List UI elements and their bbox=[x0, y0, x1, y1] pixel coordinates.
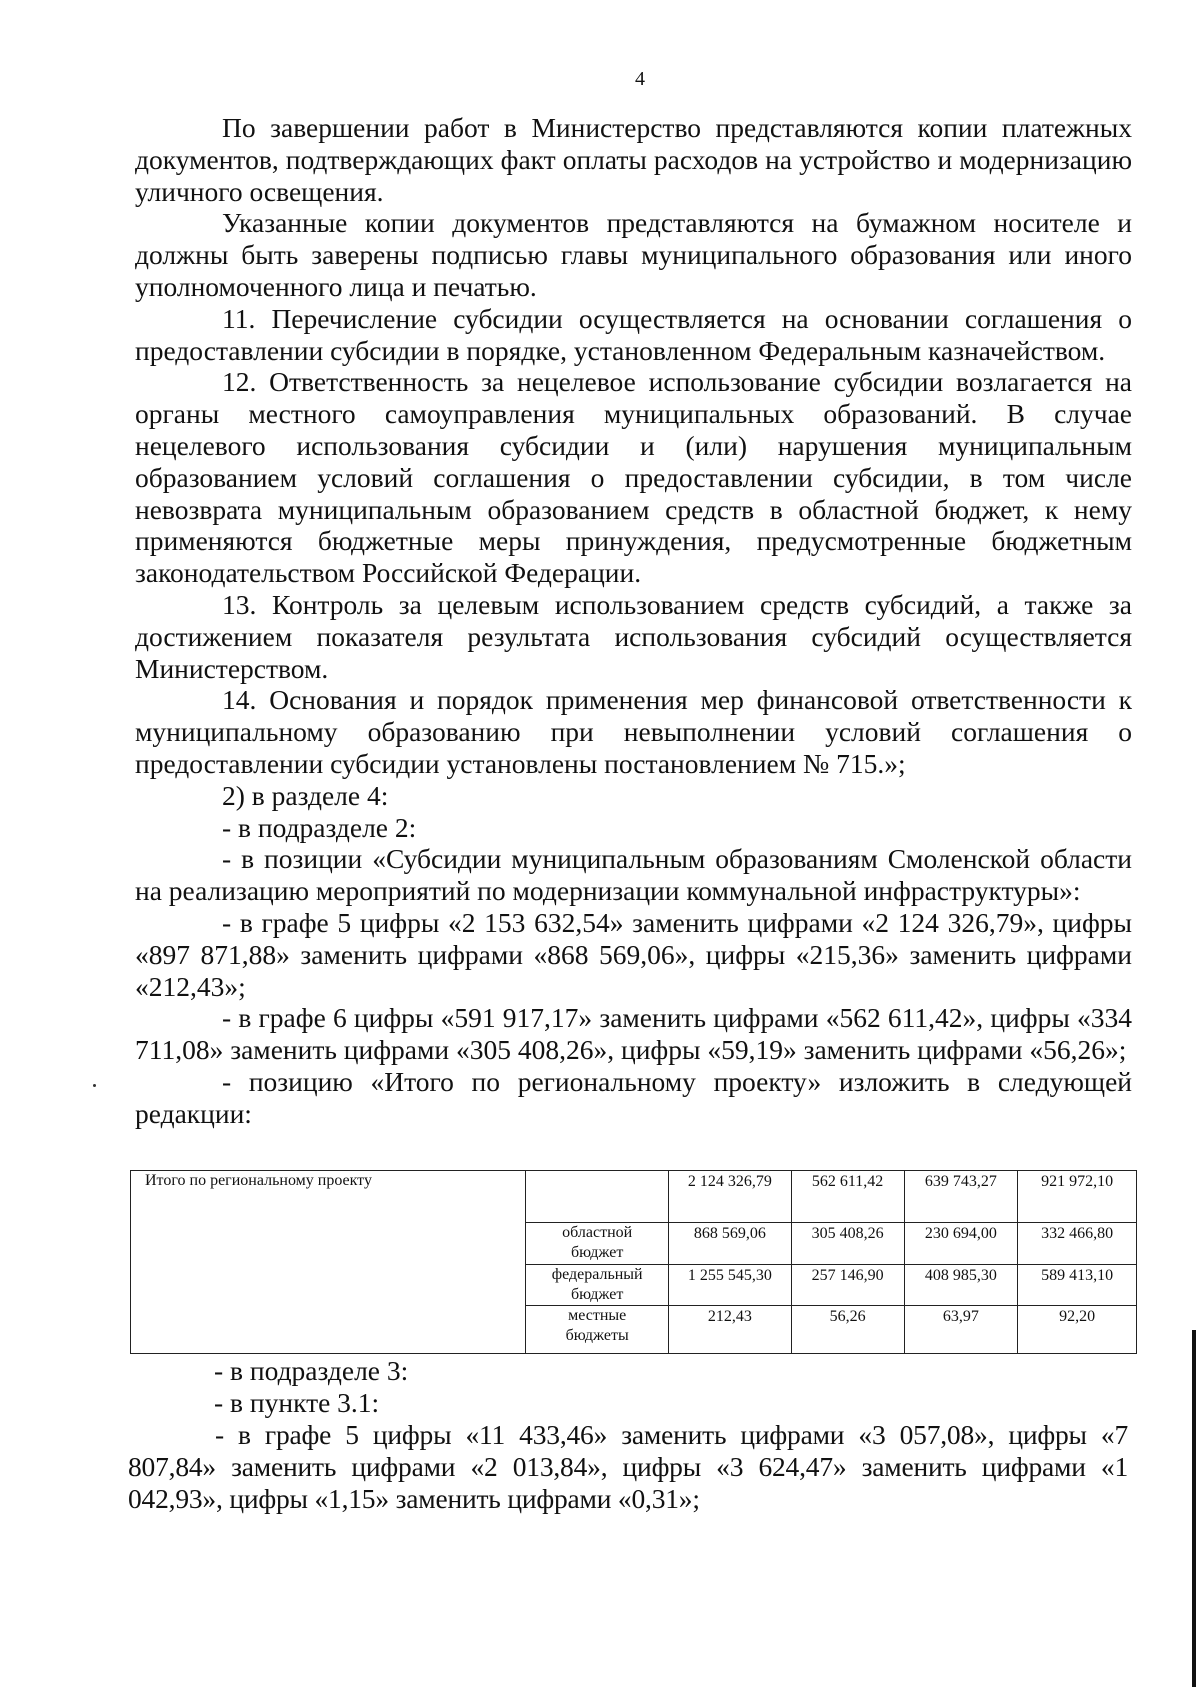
paragraph: - в графе 6 цифры «591 917,17» заменить цифрами «562 611,42», цифры «334 711,08» заменить цифрами «305 408,26», цифры «59,19» заменить цифрами «56,26»; bbox=[135, 1002, 1132, 1066]
table-cell-value: 230 694,00 bbox=[904, 1223, 1018, 1265]
table-cell-source: областной бюджет bbox=[526, 1223, 669, 1265]
table-cell-value: 639 743,27 bbox=[904, 1171, 1018, 1223]
paragraph: - в подразделе 2: bbox=[222, 811, 417, 843]
table-cell-name: Итого по региональному проекту bbox=[131, 1171, 526, 1354]
table-cell-value: 212,43 bbox=[669, 1306, 792, 1354]
table-cell-value: 332 466,80 bbox=[1018, 1223, 1137, 1265]
document-body bbox=[135, 112, 1132, 1130]
table-cell-value: 92,20 bbox=[1018, 1306, 1137, 1354]
table-cell-value: 56,26 bbox=[791, 1306, 904, 1354]
table-cell-value: 63,97 bbox=[904, 1306, 1018, 1354]
after-table-text bbox=[128, 1355, 1128, 1515]
regional-project-total-table bbox=[130, 1170, 1137, 1354]
paragraph: - в графе 5 цифры «11 433,46» заменить цифрами «3 057,08», цифры «7 807,84» заменить цифрами «2 013,84», цифры «3 624,47» заменить цифрами «1 042,93», цифры «1,15» заменить цифрами «0,31»; bbox=[128, 1418, 1128, 1514]
paragraph: - в позиции «Субсидии муниципальным образованиям Смоленской области на реализацию мероприятий по модернизации коммунальной инфраструктуры»: bbox=[135, 843, 1132, 907]
table-cell-source bbox=[526, 1171, 669, 1223]
paragraph: - в графе 5 цифры «2 153 632,54» заменить цифрами «2 124 326,79», цифры «897 871,88» заменить цифрами «868 569,06», цифры «215,36» заменить цифрами «212,43»; bbox=[135, 906, 1132, 1002]
table-cell-value: 921 972,10 bbox=[1018, 1171, 1137, 1223]
table-cell-value: 562 611,42 bbox=[791, 1171, 904, 1223]
table-cell-value: 1 255 545,30 bbox=[669, 1265, 792, 1306]
paragraph: 2) в разделе 4: bbox=[222, 779, 389, 811]
paragraph: Указанные копии документов представляются на бумажном носителе и должны быть заверены подписью главы муниципального образования или иного уполномоченного лица и печатью. bbox=[135, 207, 1132, 302]
table-cell-value: 868 569,06 bbox=[669, 1223, 792, 1265]
table-cell-source: федеральный бюджет bbox=[526, 1265, 669, 1306]
paragraph: 12. Ответственность за нецелевое использование субсидии возлагается на органы местного самоуправления муниципальных образований. В случае нецелевого использования субсидии и (или) нарушения муниципальным образованием условий соглашения о предоставлении субсидии, в том числе невозврата муниципальным образованием средств в областной бюджет, к нему применяются бюджетные меры принуждения, предусмотренные бюджетным законодательством Российской Федерации. bbox=[135, 366, 1132, 589]
scan-speck bbox=[93, 1084, 96, 1087]
paragraph: 13. Контроль за целевым использованием средств субсидий, а также за достижением показателя результата использования субсидий осуществляется Министерством. bbox=[135, 588, 1132, 684]
paragraph: По завершении работ в Министерство представляются копии платежных документов, подтверждающих факт оплаты расходов на устройство и модернизацию уличного освещения. bbox=[135, 112, 1132, 207]
table-row bbox=[131, 1171, 1137, 1223]
table-cell-value: 2 124 326,79 bbox=[669, 1171, 792, 1223]
table-cell-value: 257 146,90 bbox=[791, 1265, 904, 1306]
table-cell-value: 305 408,26 bbox=[791, 1223, 904, 1265]
table-cell-value: 408 985,30 bbox=[904, 1265, 1018, 1306]
table-cell-source: местные бюджеты bbox=[526, 1306, 669, 1354]
paragraph: - позицию «Итого по региональному проекту» изложить в следующей редакции: bbox=[135, 1065, 1132, 1129]
paragraph: 11. Перечисление субсидии осуществляется на основании соглашения о предоставлении субсидии в порядке, установленном Федеральным казначейством. bbox=[135, 302, 1132, 366]
paragraph: - в пункте 3.1: bbox=[214, 1386, 380, 1418]
paragraph: 14. Основания и порядок применения мер финансовой ответственности к муниципальному образованию при невыполнении условий соглашения о предоставлении субсидии установлены постановлением № 715.»; bbox=[135, 684, 1132, 779]
paragraph: - в подразделе 3: bbox=[214, 1355, 409, 1386]
scan-edge-bar bbox=[1192, 1330, 1196, 1687]
page-number: 4 bbox=[635, 68, 645, 90]
table-cell-value: 589 413,10 bbox=[1018, 1265, 1137, 1306]
